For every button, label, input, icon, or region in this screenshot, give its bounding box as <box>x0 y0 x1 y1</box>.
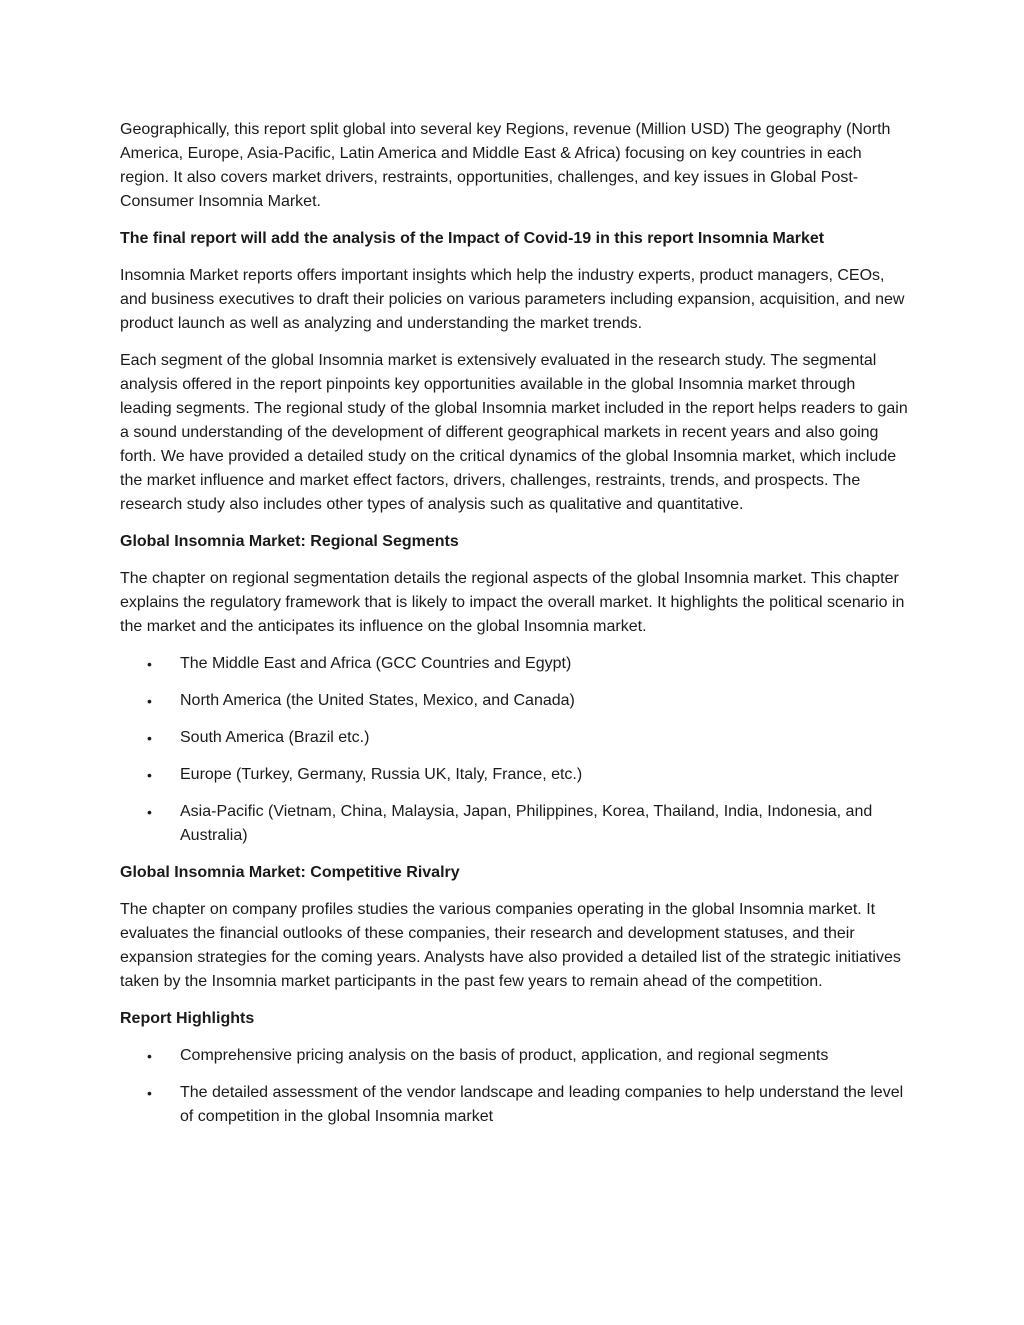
covid-heading: The final report will add the analysis of the Impact of Covid-19 in this report Insomnia Market <box>120 230 825 247</box>
bullet-icon: • <box>147 1085 152 1101</box>
bullet-icon: • <box>147 767 152 783</box>
list-item <box>120 689 910 713</box>
segment-paragraph: Each segment of the global Insomnia market is extensively evaluated in the research study. The segmental analysis offered in the report pinpoints key opportunities available in the global Insomnia market through leading segments. The regional study of the global Insomnia market included in the report helps readers to gain a sound understanding of the development of different geographical markets in recent years and also going forth. We have provided a detailed study on the critical dynamics of the global Insomnia market, which include the market influence and market effect factors, drivers, challenges, restraints, trends, and prospects. The research study also includes other types of analysis such as qualitative and quantitative. <box>120 352 908 513</box>
list-item-text: North America (the United States, Mexico, and Canada) <box>180 692 575 709</box>
bullet-icon: • <box>147 656 152 672</box>
highlights-list <box>120 1044 910 1129</box>
regional-segments-heading: Global Insomnia Market: Regional Segments <box>120 533 459 550</box>
bullet-icon: • <box>147 693 152 709</box>
document-page <box>120 118 910 1142</box>
bullet-icon: • <box>147 730 152 746</box>
list-item-text: Asia-Pacific (Vietnam, China, Malaysia, Japan, Philippines, Korea, Thailand, India, Indonesia, and Australia) <box>180 803 873 844</box>
list-item-text: The detailed assessment of the vendor landscape and leading companies to help understand the level of competition in the global Insomnia market <box>180 1084 904 1125</box>
report-highlights-heading: Report Highlights <box>120 1010 255 1027</box>
list-item <box>120 1044 910 1068</box>
bullet-icon: • <box>147 1048 152 1064</box>
list-item-text: Comprehensive pricing analysis on the basis of product, application, and regional segments <box>180 1047 829 1064</box>
list-item <box>120 763 910 787</box>
list-item-text: Europe (Turkey, Germany, Russia UK, Italy, France, etc.) <box>180 766 583 783</box>
list-item-text: The Middle East and Africa (GCC Countries and Egypt) <box>180 655 572 672</box>
list-item <box>120 800 910 848</box>
bullet-icon: • <box>147 804 152 820</box>
list-item <box>120 652 910 676</box>
list-item <box>120 726 910 750</box>
company-profiles-paragraph: The chapter on company profiles studies the various companies operating in the global Insomnia market. It evaluates the financial outlooks of these companies, their research and development statuses, and their expansion strategies for the coming years. Analysts have also provided a detailed list of the strategic initiatives taken by the Insomnia market participants in the past few years to remain ahead of the competition. <box>120 901 901 990</box>
list-item <box>120 1081 910 1129</box>
regions-list <box>120 652 910 848</box>
list-item-text: South America (Brazil etc.) <box>180 729 370 746</box>
insights-paragraph: Insomnia Market reports offers important insights which help the industry experts, product managers, CEOs, and business executives to draft their policies on various parameters including expansion, acquisition, and new product launch as well as analyzing and understanding the market trends. <box>120 267 905 332</box>
regional-paragraph: The chapter on regional segmentation details the regional aspects of the global Insomnia market. This chapter explains the regulatory framework that is likely to impact the overall market. It highlights the political scenario in the market and the anticipates its influence on the global Insomnia market. <box>120 570 905 635</box>
intro-paragraph: Geographically, this report split global into several key Regions, revenue (Million USD) The geography (North America, Europe, Asia-Pacific, Latin America and Middle East & Africa) focusing on key countries in each region. It also covers market drivers, restraints, opportunities, challenges, and key issues in Global Post-Consumer Insomnia Market. <box>120 121 891 210</box>
competitive-rivalry-heading: Global Insomnia Market: Competitive Rivalry <box>120 864 460 881</box>
